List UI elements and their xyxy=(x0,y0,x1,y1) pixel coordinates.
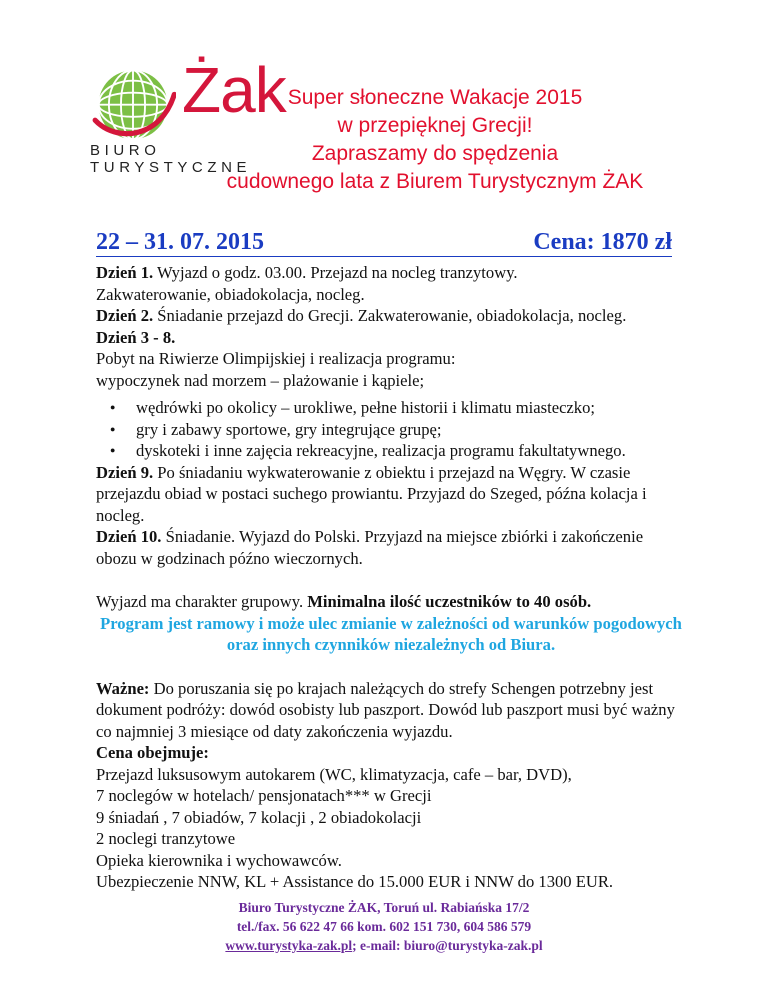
headline xyxy=(200,84,670,196)
group-minimum: Minimalna ilość uczestników to 40 osób. xyxy=(307,592,592,611)
day-1-text: Wyjazd o godz. 03.00. Przejazd na nocleg tranzytowy. xyxy=(153,263,518,282)
date-range: 22 – 31. 07. 2015 xyxy=(96,229,264,255)
logo-subtitle: BIURO TURYSTYCZNE xyxy=(90,142,252,176)
day-2-text: Śniadanie przejazd do Grecji. Zakwaterowanie, obiadokolacja, nocleg. xyxy=(153,306,627,325)
group-info xyxy=(96,591,686,613)
headline-line-4: cudownego lata z Biurem Turystycznym ŻAK xyxy=(226,170,644,193)
price: Cena: 1870 zł xyxy=(533,229,672,255)
date-price-row xyxy=(96,228,672,257)
day-9-label: Dzień 9. xyxy=(96,462,154,482)
logo-wordmark: Żak xyxy=(182,54,286,126)
day-3-line-1: Pobyt na Riwierze Olimpijskiej i realizacja programu: xyxy=(96,349,456,368)
day-9 xyxy=(96,462,686,527)
list-item: ● gry i zabawy sportowe, gry integrujące grupę; xyxy=(136,419,686,441)
day-10 xyxy=(96,526,686,569)
footer-contact xyxy=(96,936,672,955)
important-note xyxy=(96,678,686,743)
day-3-line-2: wypoczynek nad morzem – plażowanie i kąpiele; xyxy=(96,370,425,390)
price-include-item: Ubezpieczenie NNW, KL + Assistance do 15.000 EUR i NNW do 1300 EUR. xyxy=(96,872,614,891)
headline-line-3: Zapraszamy do spędzenia xyxy=(311,142,559,165)
footer xyxy=(96,898,672,955)
price-includes-label xyxy=(96,742,686,764)
spacer xyxy=(96,656,686,678)
price-include-item: 2 noclegi tranzytowe xyxy=(96,829,236,848)
day-9-text: Po śniadaniu wykwaterowanie z obiektu i przejazd na Węgry. W czasie przejazdu obiad w postaci suchego prowiantu. Przyjazd do Szeged, późna kolacja i nocleg. xyxy=(96,462,647,525)
group-text: Wyjazd ma charakter grupowy. xyxy=(96,592,308,611)
spacer xyxy=(96,569,686,591)
day-10-text: Śniadanie. Wyjazd do Polski. Przyjazd na miejsce zbiórki i zakończenie obozu w godzinach późno wieczornych. xyxy=(96,527,644,568)
website-link[interactable]: www.turystyka-zak.pl xyxy=(225,938,353,953)
program-note: Program jest ramowy i może ulec zmianie w zależności od warunków pogodowych oraz innych czynników niezależnych od Biura. xyxy=(100,613,682,654)
list-item: ● dyskoteki i inne zajęcia rekreacyjne, realizacja programu fakultatywnego. xyxy=(136,440,686,462)
list-item: ● wędrówki po okolicy – urokliwe, pełne historii i klimatu miasteczko; xyxy=(136,397,686,419)
price-include-item: Opieka kierownika i wychowawców. xyxy=(96,850,342,870)
important-text: Do poruszania się po krajach należących do strefy Schengen potrzebny jest dokument podróży: dowód osobisty lub paszport. Dowód lub paszport musi być ważny co najmniej 3 miesiące od daty zakończenia wyjazdu. xyxy=(96,678,675,741)
day-2 xyxy=(96,305,686,327)
headline-line-1: Super słoneczne Wakacje 2015 xyxy=(287,86,583,109)
activity-list xyxy=(96,397,686,462)
price-include-item: Przejazd luksusowym autokarem (WC, klimatyzacja, cafe – bar, DVD), xyxy=(96,764,572,784)
footer-address: Biuro Turystyczne ŻAK, Toruń ul. Rabiańska 17/2 xyxy=(238,900,530,915)
footer-phone: tel./fax. 56 622 47 66 kom. 602 151 730, 604 586 579 xyxy=(236,919,532,934)
price-includes-label-text: Cena obejmuje: xyxy=(96,743,209,762)
day-10-label: Dzień 10. xyxy=(96,527,162,546)
globe-icon xyxy=(90,60,176,146)
day-1-line-2: Zakwaterowanie, obiadokolacja, nocleg. xyxy=(96,284,365,304)
day-1 xyxy=(96,262,686,284)
itinerary xyxy=(96,262,686,893)
day-2-label: Dzień 2. xyxy=(96,306,154,325)
day-3-label xyxy=(96,327,686,349)
day-3-label-text: Dzień 3 - 8. xyxy=(96,327,176,347)
price-include-item: 7 noclegów w hotelach/ pensjonatach*** w Grecji xyxy=(96,786,432,805)
price-include-item: 9 śniadań , 7 obiadów, 7 kolacji , 2 obiadokolacji xyxy=(96,807,422,827)
important-label: Ważne: xyxy=(96,678,150,698)
headline-line-2: w przepięknej Grecji! xyxy=(337,114,533,137)
day-1-label: Dzień 1. xyxy=(96,263,154,282)
footer-email: ; e-mail: biuro@turystyka-zak.pl xyxy=(352,938,543,953)
